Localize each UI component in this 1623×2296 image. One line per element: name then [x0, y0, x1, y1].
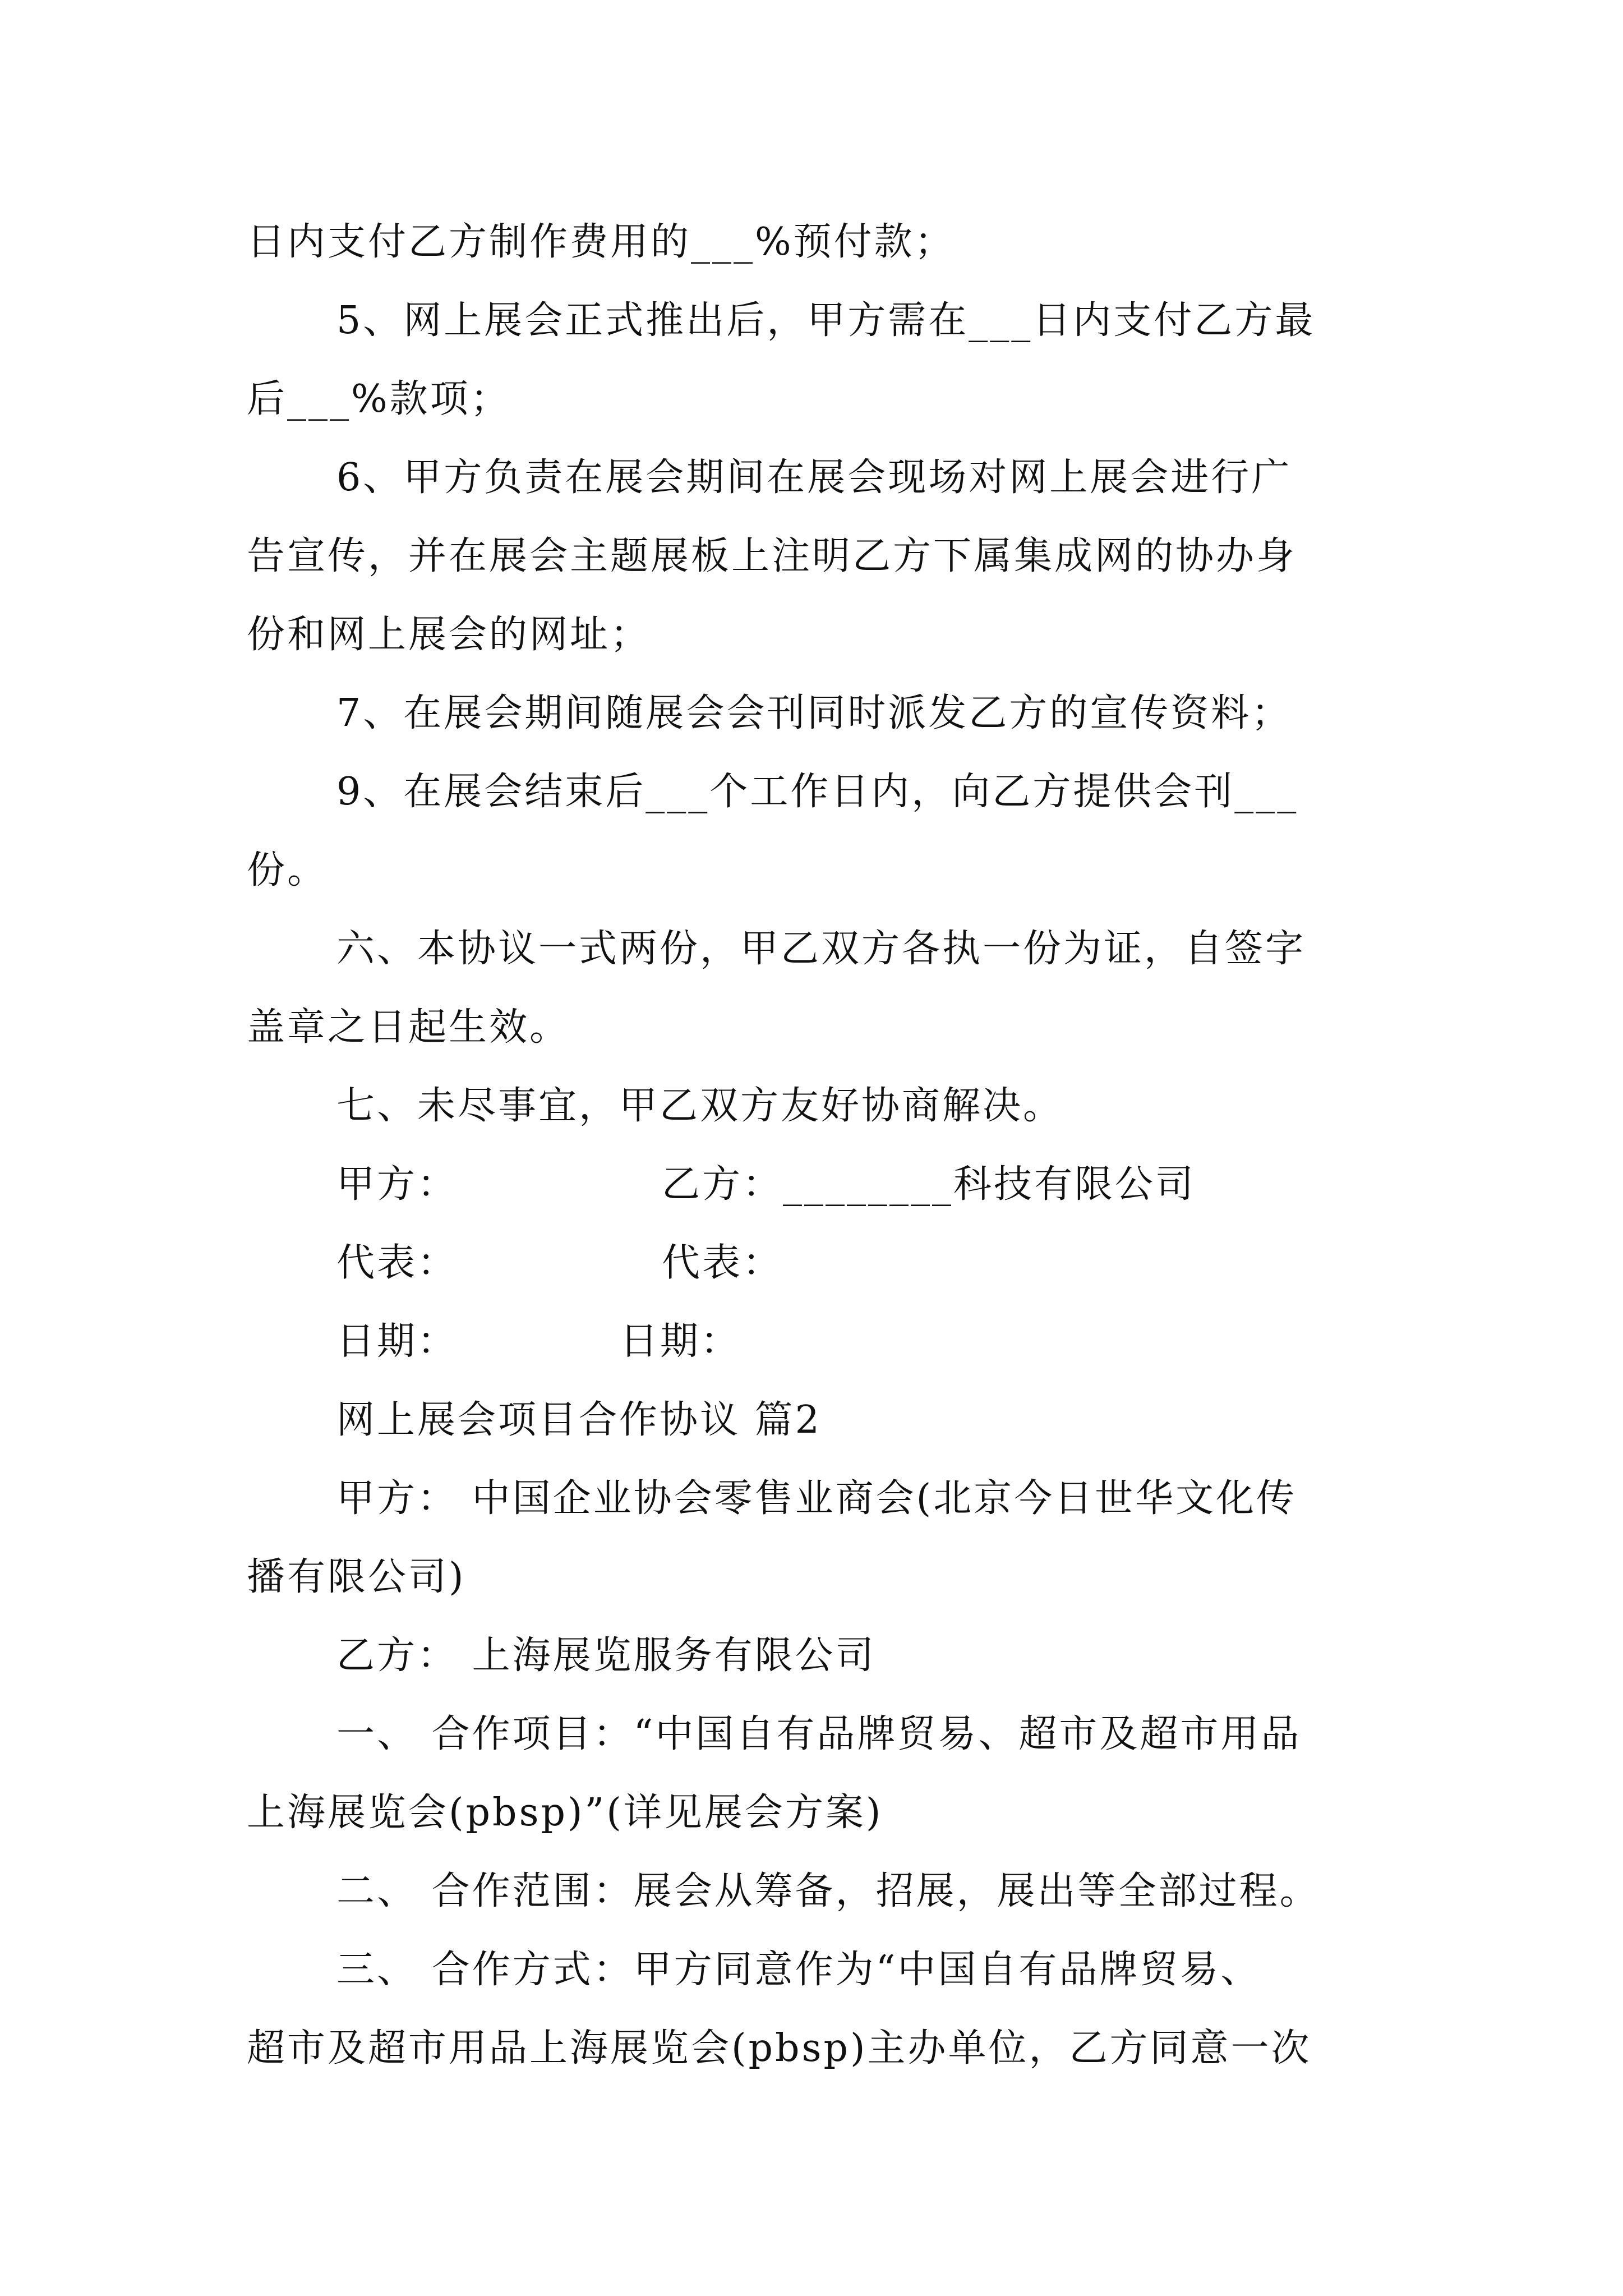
text-line: 份和网上展会的网址； [247, 613, 651, 657]
text-line: 后___%款项； [247, 377, 511, 421]
date-b-label: 日期： [620, 1319, 741, 1364]
text-line: 甲方： 中国企业协会零售业商会(北京今日世华文化传 [336, 1476, 1297, 1521]
text-line: 七、未尽事宜，甲乙双方友好协商解决。 [336, 1084, 1064, 1128]
text-line: 三、 合作方式：甲方同意作为“中国自有品牌贸易、 [336, 1948, 1261, 1992]
date-a-label: 日期： [336, 1319, 458, 1364]
text-line: 六、本协议一式两份，甲乙双方各执一份为证，自签字 [336, 927, 1306, 971]
rep-a-label: 代表： [336, 1241, 458, 1285]
rep-b-label: 代表： [662, 1241, 783, 1285]
text-line: 二、 合作范围：展会从筹备，招展，展出等全部过程。 [336, 1869, 1320, 1913]
party-a-label: 甲方： [336, 1162, 458, 1207]
text-line: 份。 [247, 848, 328, 892]
text-line: 超市及超市用品上海展览会(pbsp)主办单位，乙方同意一次 [247, 2026, 1312, 2070]
text-line: 9、在展会结束后___个工作日内，向乙方提供会刊___ [336, 770, 1299, 814]
text-line: 一、 合作项目：“中国自有品牌贸易、超市及超市用品 [336, 1712, 1302, 1756]
text-line: 5、网上展会正式推出后，甲方需在___日内支付乙方最 [336, 298, 1316, 343]
text-line: 播有限公司) [247, 1555, 466, 1599]
text-line: 6、甲方负责在展会期间在展会现场对网上展会进行广 [336, 455, 1292, 500]
party-b-label: 乙方：________科技有限公司 [662, 1162, 1196, 1207]
text-line: 日内支付乙方制作费用的___%预付款； [247, 220, 955, 264]
text-line: 7、在展会期间随展会会刊同时派发乙方的宣传资料； [336, 691, 1292, 735]
section-heading: 网上展会项目合作协议 篇2 [336, 1398, 822, 1442]
text-line: 告宣传，并在展会主题展板上注明乙方下属集成网的协办身 [247, 534, 1297, 578]
text-line: 盖章之日起生效。 [247, 1005, 570, 1050]
text-line: 乙方： 上海展览服务有限公司 [336, 1634, 876, 1678]
text-line: 上海展览会(pbsp)”(详见展会方案) [247, 1791, 883, 1835]
